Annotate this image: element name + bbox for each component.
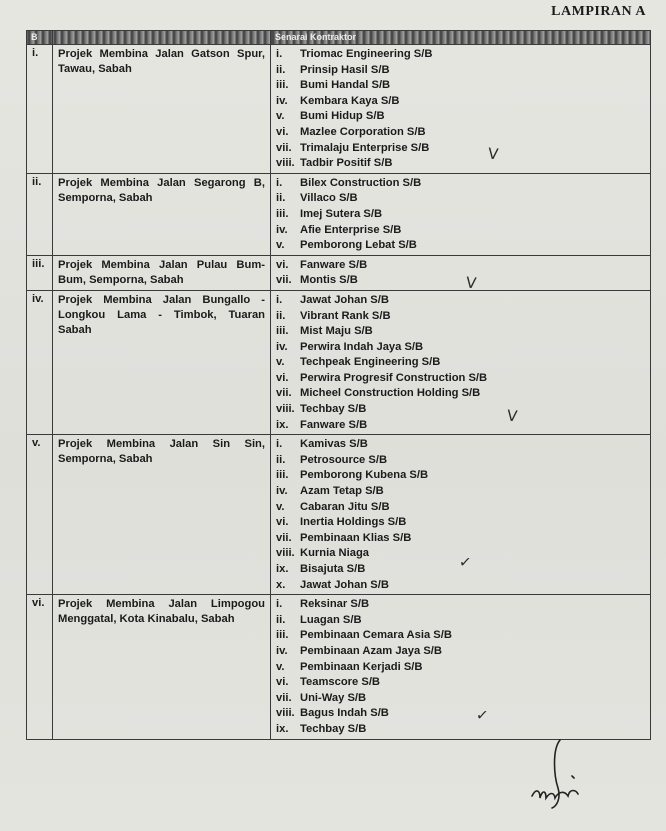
- contractor-index: viii.: [276, 707, 295, 720]
- contractor-name: Kembara Kaya S/B: [300, 94, 400, 107]
- contractor-name: Pemborong Lebat S/B: [300, 239, 417, 252]
- contractor-name: Villaco S/B: [300, 192, 358, 205]
- contractor-name: Perwira Progresif Construction S/B: [300, 371, 488, 384]
- contractor-list: [271, 255, 651, 290]
- contractor-name: Fanware S/B: [300, 258, 368, 271]
- contractor-name: Reksinar S/B: [300, 598, 370, 611]
- contractor-name: Micheel Construction Holding S/B: [300, 387, 481, 400]
- contractor-index: vi.: [276, 516, 289, 529]
- contractor-index: iii.: [276, 325, 289, 338]
- contractor-name: Techbay S/B: [300, 403, 367, 416]
- contractor-index: i.: [276, 48, 283, 60]
- contractor-name: Mist Maju S/B: [300, 325, 373, 338]
- contractor-item: [276, 78, 645, 94]
- contractor-name: Perwira Indah Jaya S/B: [300, 340, 424, 353]
- contractor-index: vii.: [276, 274, 292, 287]
- contractor-name: Afie Enterprise S/B: [300, 223, 402, 236]
- contractor-name: Teamscore S/B: [300, 676, 381, 689]
- contractor-item: [276, 273, 645, 289]
- contractor-name: Kurnia Niaga: [300, 547, 370, 560]
- contractor-list: [271, 45, 651, 174]
- check-mark: V: [487, 144, 500, 164]
- contractor-item: [276, 238, 645, 254]
- attachment-label: LAMPIRAN A: [551, 4, 646, 19]
- table-row: [27, 255, 651, 290]
- contractor-index: v.: [276, 239, 285, 252]
- contractor-name: Bilex Construction S/B: [300, 176, 422, 189]
- table-header-row: [27, 31, 651, 45]
- contractor-item: [276, 355, 645, 371]
- contractor-index: vii.: [276, 387, 292, 400]
- contractor-name: Techbay S/B: [300, 722, 367, 735]
- contractor-item: [276, 141, 645, 157]
- header-contractors: Senarai Kontraktor: [271, 31, 651, 45]
- contractor-name: Bisajuta S/B: [300, 563, 366, 575]
- contractor-item: [276, 371, 645, 387]
- header-project: [53, 31, 271, 45]
- contractor-item: [276, 293, 645, 309]
- contractor-index: ii.: [276, 613, 286, 626]
- contractor-index: iii.: [276, 207, 289, 220]
- contractor-name: Techpeak Engineering S/B: [300, 356, 441, 369]
- contractor-item: [276, 660, 645, 676]
- row-number: iv.: [27, 290, 53, 434]
- contractor-item: [276, 207, 645, 223]
- check-mark: V: [506, 406, 519, 426]
- contractor-item: [276, 176, 645, 192]
- contractor-name: Petrosource S/B: [300, 453, 388, 466]
- contractor-item: [276, 156, 645, 172]
- contractor-item: [276, 644, 645, 660]
- contractor-name: Vibrant Rank S/B: [300, 309, 391, 322]
- contractor-item: [276, 484, 645, 500]
- contractor-list: [271, 173, 651, 255]
- contractor-index: vii.: [276, 141, 292, 154]
- contractor-index: iii.: [276, 79, 289, 92]
- contractor-name: Pembinaan Cemara Asia S/B: [300, 629, 452, 642]
- contractor-name: Inertia Holdings S/B: [300, 516, 407, 529]
- contractor-item: [276, 340, 645, 356]
- contractor-item: [276, 531, 645, 547]
- contractor-index: vi.: [276, 258, 289, 271]
- contractor-index: ii.: [276, 192, 286, 205]
- table-row: [27, 45, 651, 174]
- contractor-name: Triomac Engineering S/B: [300, 48, 433, 60]
- contractor-item: [276, 324, 645, 340]
- contractor-index: v.: [276, 356, 285, 369]
- contractor-index: vi.: [276, 676, 289, 689]
- contractor-index: v.: [276, 660, 285, 673]
- contractor-index: iv.: [276, 223, 288, 236]
- contractor-name: Cabaran Jitu S/B: [300, 500, 390, 513]
- table-row: [27, 595, 651, 739]
- contractor-name: Tadbir Positif S/B: [300, 157, 393, 170]
- contractor-index: iii.: [276, 629, 289, 642]
- contractor-item: [276, 578, 645, 594]
- contractor-index: viii.: [276, 157, 295, 170]
- contractor-name: Pembinaan Azam Jaya S/B: [300, 644, 442, 657]
- contractor-index: v.: [276, 110, 285, 123]
- contractor-index: ii.: [276, 63, 286, 76]
- contractor-item: [276, 191, 645, 207]
- contractor-item: [276, 453, 645, 469]
- contractor-item: [276, 597, 645, 613]
- contractor-item: [276, 675, 645, 691]
- contractor-item: [276, 47, 645, 63]
- contractor-name: Uni-Way S/B: [300, 691, 367, 704]
- contractor-name: Pembinaan Klias S/B: [300, 531, 412, 544]
- contractor-index: i.: [276, 438, 283, 451]
- contractor-index: i.: [276, 293, 283, 306]
- contractor-item: [276, 628, 645, 644]
- contractor-list: [271, 595, 651, 739]
- contractor-list: [271, 435, 651, 595]
- contractor-table: [26, 30, 651, 740]
- contractor-item: [276, 515, 645, 531]
- contractor-item: [276, 613, 645, 629]
- contractor-index: vii.: [276, 531, 292, 544]
- contractor-item: [276, 94, 645, 110]
- contractor-item: [276, 309, 645, 325]
- contractor-item: [276, 437, 645, 453]
- row-number: ii.: [27, 173, 53, 255]
- table-body: [27, 45, 651, 740]
- table-row: [27, 435, 651, 595]
- project-name: Projek Membina Jalan Pulau Bum-Bum, Semporna, Sabah: [53, 255, 271, 290]
- contractor-index: v.: [276, 500, 285, 513]
- contractor-index: viii.: [276, 547, 295, 560]
- table-row: [27, 290, 651, 434]
- contractor-item: [276, 63, 645, 79]
- contractor-item: [276, 386, 645, 402]
- contractor-name: Montis S/B: [300, 274, 358, 287]
- contractor-index: iv.: [276, 485, 288, 498]
- contractor-index: vi.: [276, 371, 289, 384]
- contractor-item: [276, 705, 645, 725]
- contractor-index: i.: [276, 176, 283, 189]
- contractor-item: [276, 258, 645, 274]
- contractor-index: ix.: [276, 418, 289, 431]
- contractor-name: Luagan S/B: [300, 613, 362, 626]
- contractor-name: Azam Tetap S/B: [300, 485, 384, 498]
- contractor-index: i.: [276, 598, 283, 611]
- project-name: Projek Membina Jalan Bungallo - Longkou Lama - Timbok, Tuaran Sabah: [53, 290, 271, 434]
- contractor-name: Bumi Handal S/B: [300, 79, 391, 92]
- contractor-item: [276, 402, 645, 418]
- check-mark: ✓: [475, 705, 490, 725]
- project-name: Projek Membina Jalan Gatson Spur, Tawau, Sabah: [53, 45, 271, 174]
- row-number: iii.: [27, 255, 53, 290]
- contractor-index: viii.: [276, 403, 295, 416]
- contractor-name: Imej Sutera S/B: [300, 207, 383, 220]
- check-mark: ✓: [458, 552, 473, 572]
- contractor-index: iv.: [276, 644, 288, 657]
- contractor-name: Trimalaju Enterprise S/B: [300, 141, 430, 154]
- contractor-index: vi.: [276, 125, 289, 138]
- contractor-name: Jawat Johan S/B: [300, 293, 389, 306]
- contractor-index: iv.: [276, 340, 288, 353]
- check-mark: V: [465, 273, 478, 293]
- contractor-index: ii.: [276, 453, 286, 466]
- project-name: Projek Membina Jalan Sin Sin, Semporna, Sabah: [53, 435, 271, 595]
- contractor-item: [276, 691, 645, 707]
- contractor-name: Jawat Johan S/B: [300, 578, 389, 591]
- project-name: Projek Membina Jalan Segarong B, Semporna, Sabah: [53, 173, 271, 255]
- contractor-item: [276, 109, 645, 125]
- contractor-item: [276, 418, 645, 434]
- contractor-name: Mazlee Corporation S/B: [300, 125, 426, 138]
- contractor-name: Bumi Hidup S/B: [300, 110, 385, 123]
- contractor-index: x.: [276, 578, 286, 591]
- row-number: vi.: [27, 595, 53, 739]
- contractor-index: ix.: [276, 722, 289, 735]
- contractor-index: vii.: [276, 691, 292, 704]
- contractor-name: Pemborong Kubena S/B: [300, 469, 429, 482]
- table-row: [27, 173, 651, 255]
- contractor-index: ii.: [276, 309, 286, 322]
- contractor-item: [276, 468, 645, 484]
- contractor-index: iii.: [276, 469, 289, 482]
- contractor-name: Fanware S/B: [300, 418, 368, 431]
- contractor-index: ix.: [276, 563, 289, 575]
- row-number: i.: [27, 45, 53, 174]
- contractor-item: [276, 500, 645, 516]
- signature: [522, 736, 592, 816]
- contractor-name: Bagus Indah S/B: [300, 707, 389, 720]
- contractor-index: iv.: [276, 94, 288, 107]
- project-name: Projek Membina Jalan Limpogou Menggatal, Kota Kinabalu, Sabah: [53, 595, 271, 739]
- contractor-name: Kamivas S/B: [300, 438, 368, 451]
- contractor-name: Pembinaan Kerjadi S/B: [300, 660, 423, 673]
- contractor-name: Prinsip Hasil S/B: [300, 63, 390, 76]
- contractor-list: [271, 290, 651, 434]
- contractor-item: [276, 223, 645, 239]
- contractor-item: [276, 125, 645, 141]
- row-number: v.: [27, 435, 53, 595]
- header-no: B: [27, 31, 53, 45]
